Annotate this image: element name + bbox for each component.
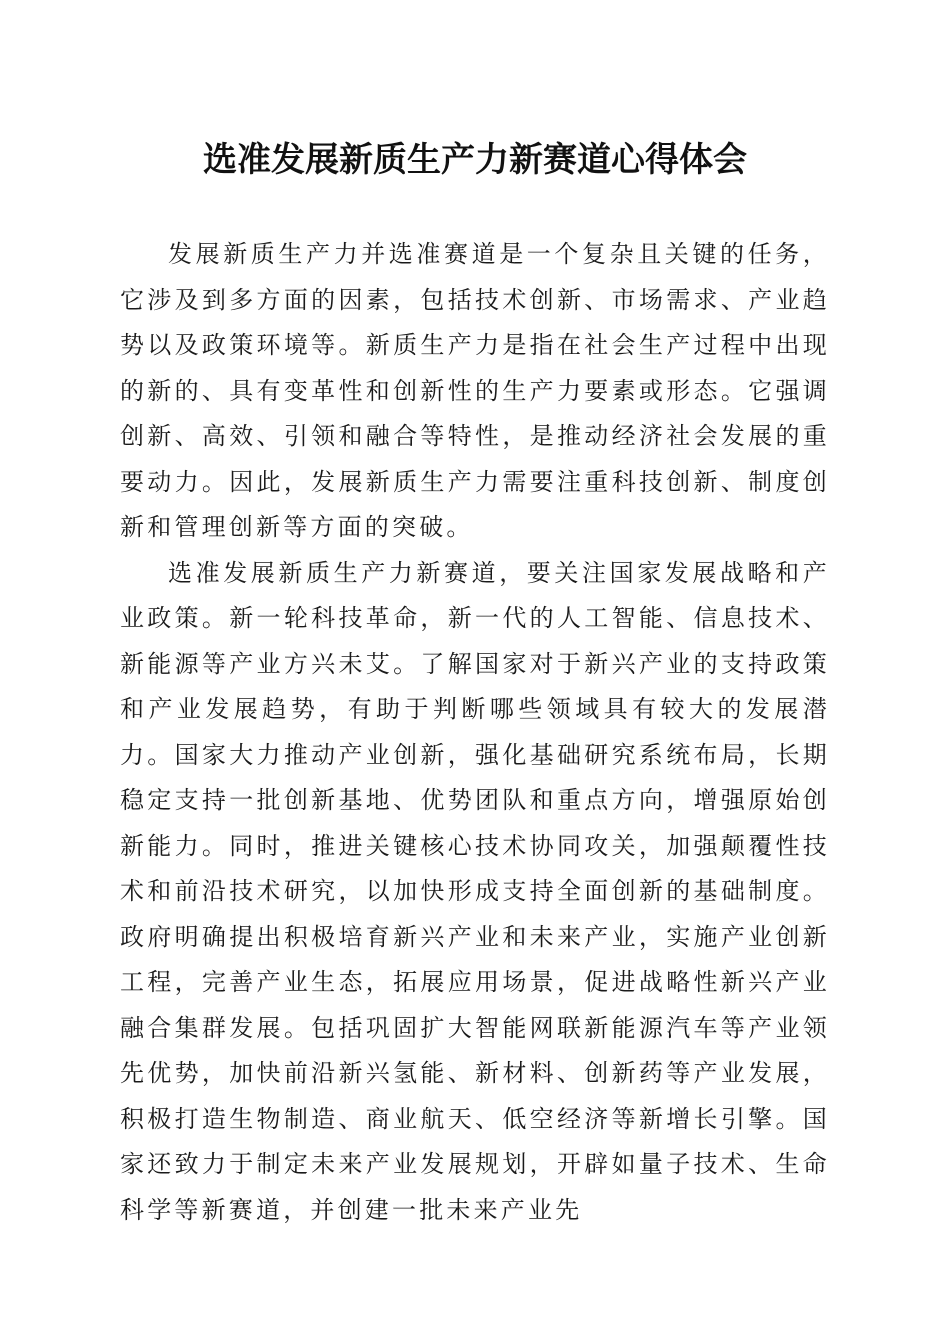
document-body xyxy=(120,232,830,1233)
document-title: 选准发展新质生产力新赛道心得体会 xyxy=(203,140,747,180)
paragraph-2: 选准发展新质生产力新赛道，要关注国家发展战略和产业政策。新一轮科技革命，新一代的人工智能、信息技术、新能源等产业方兴未艾。了解国家对于新兴产业的支持政策和产业发展趋势，有助于判断哪些领域具有较大的发展潜力。国家大力推动产业创新，强化基础研究系统布局，长期稳定支持一批创新基地、优势团队和重点方向，增强原始创新能力。同时，推进关键核心技术协同攻关，加强颠覆性技术和前沿技术研究，以加快形成支持全面创新的基础制度。政府明确提出积极培育新兴产业和未来产业，实施产业创新工程，完善产业生态，拓展应用场景，促进战略性新兴产业融合集群发展。包括巩固扩大智能网联新能源汽车等产业领先优势，加快前沿新兴氢能、新材料、创新药等产业发展，积极打造生物制造、商业航天、低空经济等新增长引擎。国家还致力于制定未来产业发展规划，开辟如量子技术、生命科学等新赛道，并创建一批未来产业先 xyxy=(120,558,830,1224)
paragraph-1: 发展新质生产力并选准赛道是一个复杂且关键的任务，它涉及到多方面的因素，包括技术创新、市场需求、产业趋势以及政策环境等。新质生产力是指在社会生产过程中出现的新的、具有变革性和创新性的生产力要素或形态。它强调创新、高效、引领和融合等特性，是推动经济社会发展的重要动力。因此，发展新质生产力需要注重科技创新、制度创新和管理创新等方面的突破。 xyxy=(120,240,830,541)
